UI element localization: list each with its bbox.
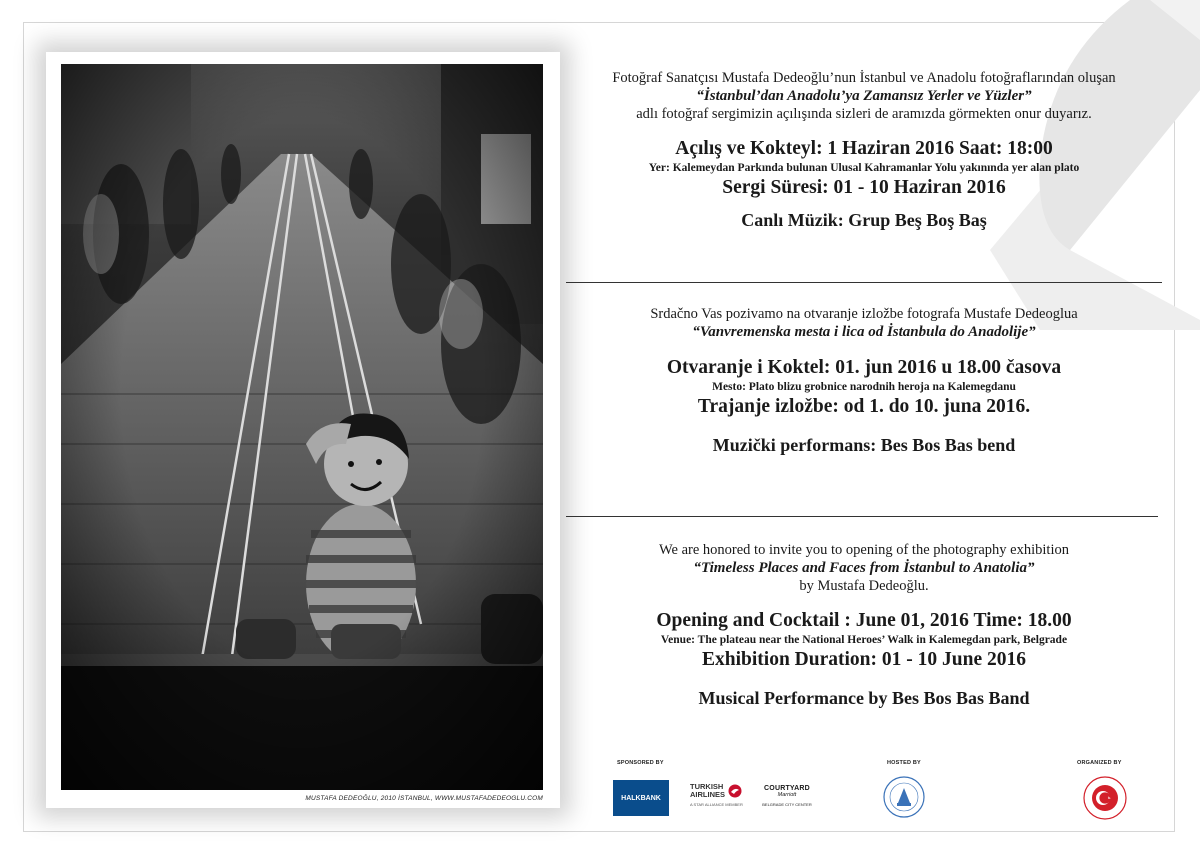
thy-tagline: A STAR ALLIANCE MEMBER [690, 802, 743, 807]
exhibition-photo [61, 64, 543, 790]
turkish-section [565, 70, 1163, 232]
english-opening: Opening and Cocktail : June 01, 2016 Time: 18.00 [656, 610, 1072, 631]
serbian-intro: Srdačno Vas pozivamo na otvaranje izložbe fotografa Mustafe Dedeoglua [650, 306, 1078, 322]
english-intro: We are honored to invite you to opening of the photography exhibition [659, 542, 1069, 558]
hosted-label: HOSTED BY [887, 760, 921, 766]
turkish-opening: Açılış ve Kokteyl: 1 Haziran 2016 Saat: 18:00 [675, 138, 1053, 159]
thy-bird-icon [728, 784, 742, 798]
thy-line1: TURKISH [690, 782, 724, 791]
halkbank-logo [613, 780, 669, 816]
host-chamber-seal-icon [883, 776, 925, 818]
serbian-venue: Mesto: Plato blizu grobnice narodnih heroja na Kalemegdanu [712, 381, 1016, 393]
serbian-exhibition-title: “Vanvremenska mesta i lica od İstanbula do Anadolije” [692, 324, 1036, 340]
turkish-duration: Sergi Süresi: 01 - 10 Haziran 2016 [722, 177, 1006, 198]
photo-credit: MUSTAFA DEDEOĞLU, 2010 İSTANBUL, WWW.MUSTAFADEDEOGLU.COM [305, 795, 543, 802]
turkish-airlines-logo [690, 783, 750, 817]
english-venue: Venue: The plateau near the National Heroes’ Walk in Kalemegdan park, Belgrade [660, 634, 1068, 646]
courtyard-location: BELGRADE CITY CENTER [762, 802, 812, 807]
halkbank-text: HALKBANK [621, 794, 661, 802]
english-byline: by Mustafa Dedeoğlu. [799, 578, 929, 594]
turkish-exhibition-title: “İstanbul’dan Anadolu’ya Zamansız Yerler ve Yüzler” [696, 88, 1032, 104]
marriott-text: Marriott [777, 792, 797, 798]
turkish-invite: adlı fotoğraf sergimizin açılışında sizleri de aramızda görmekten onur duyarız. [636, 106, 1092, 122]
section-divider [566, 516, 1158, 517]
serbian-opening: Otvaranje i Koktel: 01. jun 2016 u 18.00 časova [666, 357, 1062, 378]
thy-line2: AIRLINES [690, 790, 726, 799]
turkish-music: Canlı Müzik: Grup Beş Boş Baş [741, 210, 987, 230]
english-exhibition-title: “Timeless Places and Faces from İstanbul to Anatolia” [693, 560, 1035, 576]
embassy-seal-icon [1083, 776, 1127, 820]
english-duration: Exhibition Duration: 01 - 10 June 2016 [702, 649, 1026, 670]
turkish-intro: Fotoğraf Sanatçısı Mustafa Dedeoğlu’nun İstanbul ve Anadolu fotoğraflarından oluşan [612, 70, 1116, 86]
section-divider [566, 282, 1162, 283]
english-section [565, 542, 1163, 710]
serbian-section [565, 306, 1163, 457]
english-music: Musical Performance by Bes Bos Bas Band [698, 688, 1030, 708]
sponsored-label: SPONSORED BY [617, 760, 664, 766]
turkish-venue: Yer: Kalemeydan Parkında bulunan Ulusal Kahramanlar Yolu yakınında yer alan plato [648, 162, 1080, 174]
organized-label: ORGANIZED BY [1077, 760, 1122, 766]
serbian-music: Muzički performans: Bes Bos Bas bend [712, 435, 1016, 455]
courtyard-marriott-logo [756, 785, 818, 817]
courtyard-text: COURTYARD [764, 785, 810, 792]
serbian-duration: Trajanje izložbe: od 1. do 10. juna 2016. [697, 396, 1031, 417]
